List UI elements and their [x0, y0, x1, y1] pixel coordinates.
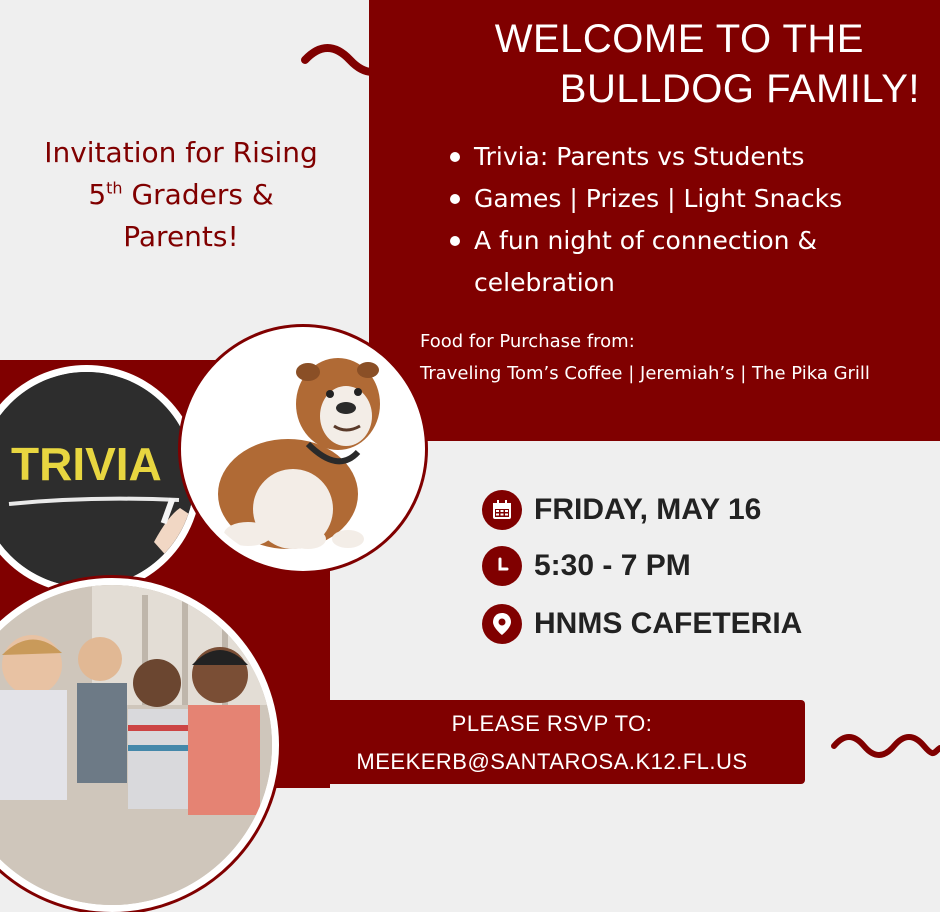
date-row [482, 490, 761, 530]
welcome-line-2: BULLDOG FAMILY! [559, 67, 920, 111]
activity-list [446, 136, 914, 304]
food-vendors: Traveling Tom’s Coffee | Jeremiah’s | The Pika Grill [420, 363, 870, 384]
food-info [420, 326, 870, 390]
calendar-icon [482, 490, 522, 530]
event-date: FRIDAY, MAY 16 [534, 493, 762, 526]
invitation-text [12, 132, 350, 258]
grade-suffix: th [106, 178, 123, 198]
list-item: Trivia: Parents vs Students [446, 136, 914, 178]
list-item: Games | Prizes | Light Snacks [446, 178, 914, 220]
location-pin-icon [482, 604, 522, 644]
invite-line-3: Parents! [123, 220, 239, 253]
rsvp-label: PLEASE RSVP TO: [451, 711, 653, 736]
squiggle-bottom-decoration [828, 728, 940, 758]
clock-icon [482, 546, 522, 586]
trivia-word: TRIVIA [11, 438, 162, 490]
list-item: A fun night of connection & celebration [446, 220, 914, 304]
event-time: 5:30 - 7 PM [534, 549, 691, 582]
students-illustration [0, 585, 272, 905]
rsvp-box [299, 700, 805, 784]
rsvp-email[interactable]: MEEKERB@SANTAROSA.K12.FL.US [356, 749, 748, 774]
time-row [482, 546, 691, 586]
invite-line-2-rest: Graders & [122, 178, 274, 211]
bulldog-illustration [188, 334, 418, 564]
welcome-line-1: WELCOME TO THE [494, 17, 864, 61]
chalkboard-illustration [0, 372, 194, 587]
welcome-heading [400, 14, 920, 114]
food-title: Food for Purchase from: [420, 331, 635, 352]
event-location: HNMS CAFETERIA [534, 607, 803, 640]
bulldog-image [181, 327, 425, 571]
invite-line-1: Invitation for Rising [44, 136, 318, 169]
location-row [482, 604, 802, 644]
grade-number: 5 [88, 178, 107, 211]
invite-line-2 [12, 174, 350, 216]
